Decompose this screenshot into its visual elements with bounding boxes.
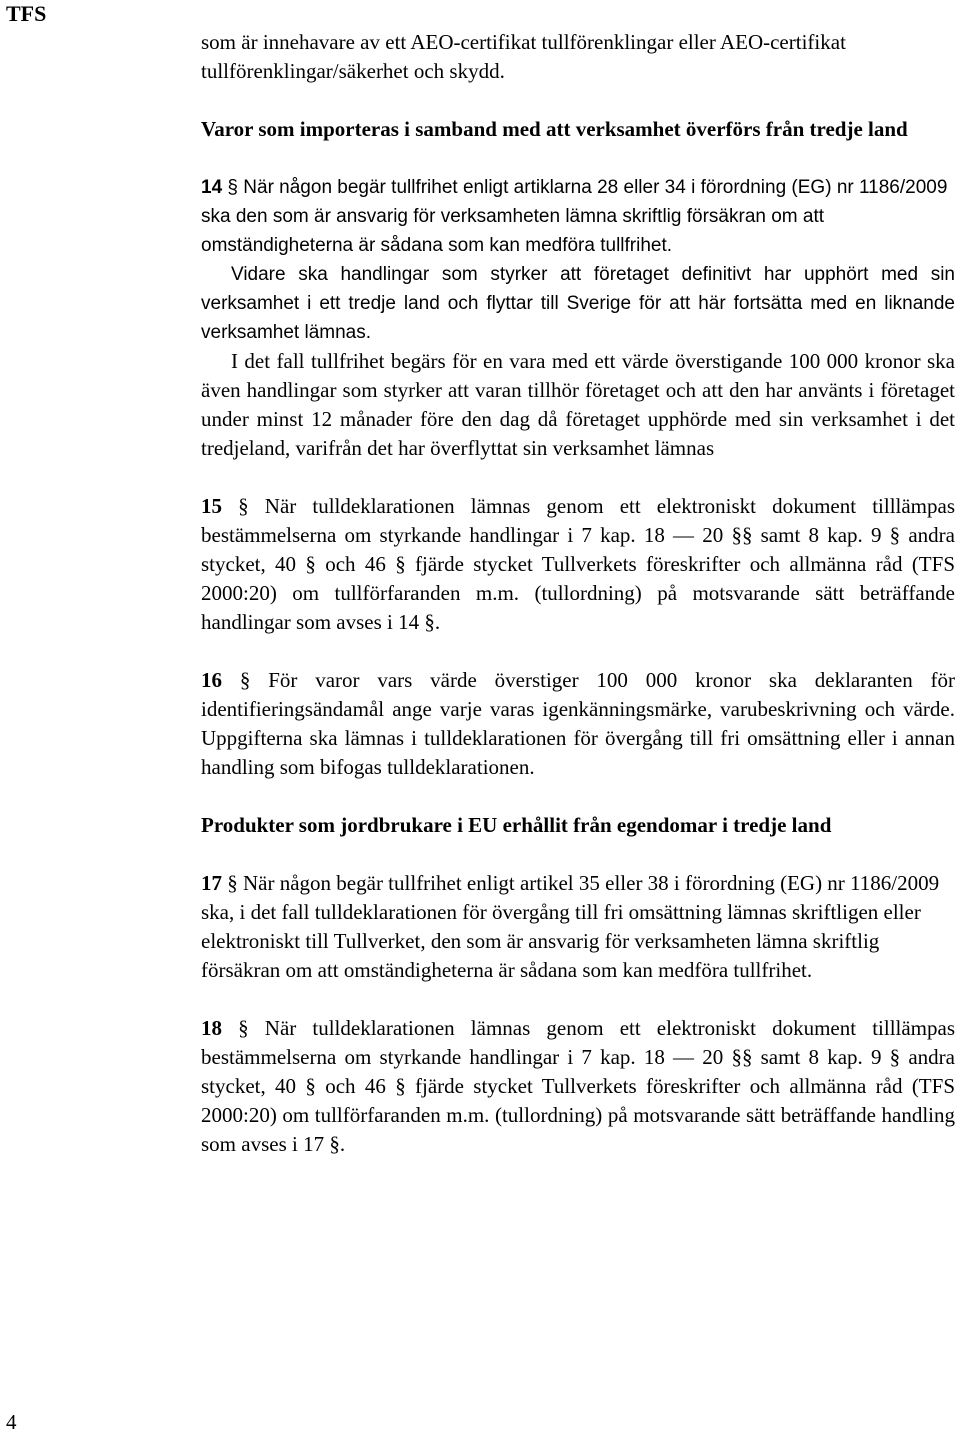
section-17 bbox=[201, 869, 955, 985]
heading-import-transfer: Varor som importeras i samband med att verksamhet överförs från tredje land bbox=[201, 117, 908, 141]
document-header-tfs: TFS bbox=[6, 1, 47, 26]
section-17-number: 17 bbox=[201, 871, 222, 895]
section-sign-icon: § bbox=[227, 871, 238, 895]
section-17-text: När någon begär tullfrihet enligt artikel 35 eller 38 i förordning (EG) nr 1186/2009 ska, i det fall tulldeklarationen för övergång till fri omsättning lämnas skriftligen eller elektroniskt till Tullverket, den som är ansvarig för verksamheten lämna skriftlig försäkran om att omständigheterna är sådana som kan medföra tullfrihet. bbox=[201, 871, 940, 982]
section-16-number: 16 bbox=[201, 668, 222, 692]
section-14-paragraph-2: Vidare ska handlingar som styrker att företaget definitivt har upphört med sin verksamhet i ett tredje land och flyttar till Sverige för att här fortsätta med en liknande verksamhet lämnas. bbox=[201, 264, 955, 343]
section-15-text: När tulldeklarationen lämnas genom ett elektroniskt dokument tilllämpas bestämmelserna om styrkande handlingar i 7 kap. 18 — 20 §§ samt 8 kap. 9 § andra stycket, 40 § och 46 § fjärde stycket Tullverkets föreskrifter och allmänna råd (TFS 2000:20) om tullförfaranden m.m. (tullordning) på motsvarande sätt beträffande handlingar som avses i 14 §. bbox=[201, 494, 956, 634]
heading-farm-products: Produkter som jordbrukare i EU erhållit från egendomar i tredje land bbox=[201, 813, 832, 837]
section-15 bbox=[201, 492, 955, 637]
section-18 bbox=[201, 1014, 955, 1159]
section-sign-icon: § bbox=[227, 177, 238, 198]
section-sign-icon: § bbox=[238, 1016, 249, 1040]
page-number: 4 bbox=[6, 1410, 17, 1434]
section-14 bbox=[201, 173, 955, 260]
section-16-text: För varor vars värde överstiger 100 000 kronor ska deklaranten för identifieringsändamål ange varje varas igenkänningsmärke, varubeskrivning och värde. Uppgifterna ska lämnas i tulldeklarationen för övergång till fri omsättning eller i annan handling som bifogas tulldeklarationen. bbox=[201, 668, 956, 779]
section-sign-icon: § bbox=[238, 494, 249, 518]
section-15-number: 15 bbox=[201, 494, 222, 518]
section-sign-icon: § bbox=[239, 668, 251, 692]
section-18-text: När tulldeklarationen lämnas genom ett elektroniskt dokument tilllämpas bestämmelserna om styrkande handlingar i 7 kap. 18 — 20 §§ samt 8 kap. 9 § andra stycket, 40 § och 46 § fjärde stycket Tullverkets föreskrifter och allmänna råd (TFS 2000:20) om tullförfaranden m.m. (tullordning) på motsvarande sätt beträffande handling som avses i 17 §. bbox=[201, 1016, 956, 1156]
section-14-number: 14 bbox=[201, 177, 223, 198]
document-body bbox=[201, 28, 955, 1159]
section-14-text: När någon begär tullfrihet enligt artiklarna 28 eller 34 i förordning (EG) nr 1186/2009 ska den som är ansvarig för verksamheten lämna skriftlig försäkran om att omständigheterna är sådana som kan medföra tullfrihet. bbox=[201, 177, 948, 256]
section-16 bbox=[201, 666, 955, 782]
section-14-paragraph-3: I det fall tullfrihet begärs för en vara med ett värde överstigande 100 000 kronor ska även handlingar som styrker att varan tillhör företaget och att den har använts i företaget under minst 12 månader före den dag då företaget upphörde med sin verksamhet i det tredjeland, varifrån det har överflyttat sin verksamhet lämnas bbox=[201, 349, 955, 460]
section-18-number: 18 bbox=[201, 1016, 222, 1040]
intro-paragraph: som är innehavare av ett AEO-certifikat tullförenklingar eller AEO-certifikat tullförenklingar/säkerhet och skydd. bbox=[201, 30, 846, 83]
